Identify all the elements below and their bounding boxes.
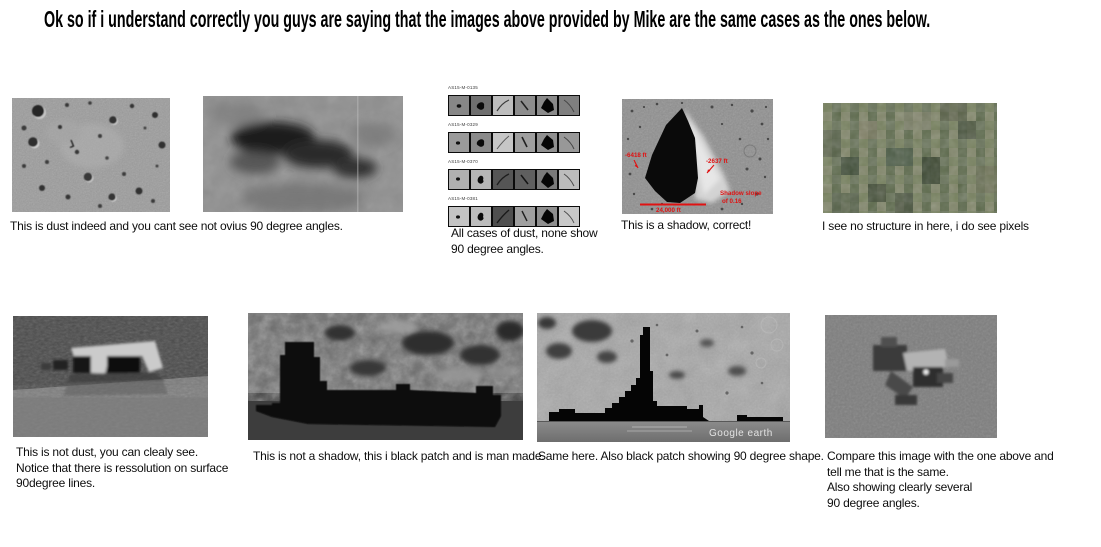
green-pixels-graphic: [823, 103, 997, 213]
caption-line: Also showing clearly several: [827, 480, 973, 494]
thumb-speck-icon: [449, 170, 469, 189]
compare-caption: [827, 449, 1054, 511]
slope-label-line1: Shadow slope: [720, 190, 762, 197]
structure-graphic: [13, 316, 208, 437]
thumb-speck-icon: [449, 133, 469, 152]
thumbnail-strip: [448, 132, 580, 153]
caption-line: All cases of dust, none show: [451, 226, 598, 240]
compare-structure-graphic: [825, 315, 997, 438]
thumb-line-icon: [515, 133, 535, 152]
compare-structure-image: [825, 315, 997, 438]
scale-bar: [640, 204, 706, 206]
page-title: Ok so if i understand correctly you guys are saying that the images above provided by Mike are the same cases as the ones below.: [44, 6, 931, 32]
thumb-line-icon: [515, 170, 535, 189]
apollo-thumbnail-grid: [448, 85, 580, 233]
black-patch-graphic: [248, 313, 523, 440]
caption-line: Compare this image with the one above and: [827, 449, 1054, 463]
same-here-caption: Same here. Also black patch showing 90 degree shape.: [538, 449, 824, 463]
thumb-speck-icon: [449, 207, 469, 226]
shadow-graphic: [622, 99, 773, 214]
thumb-line-icon: [515, 207, 535, 226]
shadow-image: [622, 99, 773, 214]
thumb-curve-icon: [493, 207, 513, 226]
grid-row-label: AS15-M-0135: [448, 85, 478, 90]
thumb-curve2-icon: [559, 133, 579, 152]
caption-line: 90degree lines.: [16, 476, 96, 490]
structure-image: [13, 316, 208, 437]
grid-row-label: AS15-M-0381: [448, 196, 478, 201]
thumbnail-strip: [448, 95, 580, 116]
thumb-triangle-icon: [537, 170, 557, 189]
tower-silhouette-image: [537, 313, 790, 442]
crater-field-graphic: [12, 98, 170, 212]
caption-line: 90 degree angles.: [827, 495, 920, 510]
blurry-blob-graphic: [203, 96, 403, 212]
green-pixels-image: [823, 103, 997, 213]
caption-line: Notice that there is ressolution on surface: [16, 460, 229, 475]
pixels-caption: I see no structure in here, i do see pixels: [822, 219, 1029, 233]
thumb-blob-icon: [471, 170, 491, 189]
thumb-triangle-icon: [537, 96, 557, 115]
not-shadow-caption: This is not a shadow, this i black patch and is man made.: [253, 449, 545, 463]
black-patch-image: [248, 313, 523, 440]
thumb-curve-icon: [493, 170, 513, 189]
tower-silhouette-graphic: [537, 313, 790, 442]
thumb-triangle-icon: [537, 133, 557, 152]
thumb-curve-icon: [493, 96, 513, 115]
thumb-line-icon: [515, 96, 535, 115]
crater-field-image: [12, 98, 170, 212]
scale-label: 24,000 ft: [656, 207, 681, 214]
caption-line: This is not dust, you can clealy see.: [16, 445, 199, 459]
thumb-curve2-icon: [559, 170, 579, 189]
slope-label-line2: of 0.16: [722, 198, 742, 205]
caption-line: 90 degree angles.: [451, 241, 544, 256]
thumb-curve2-icon: [559, 96, 579, 115]
thumbnail-strip: [448, 169, 580, 190]
thumb-triangle-icon: [537, 207, 557, 226]
grid-row-label: AS15-M-0329: [448, 122, 478, 127]
thumb-curve-icon: [493, 133, 513, 152]
thumb-blob-icon: [471, 207, 491, 226]
grid-row-label: AS15-M-0370: [448, 159, 478, 164]
thumbnail-strip: [448, 206, 580, 227]
shadow-caption: This is a shadow, correct!: [621, 218, 752, 232]
thumb-curve2-icon: [559, 207, 579, 226]
google-earth-watermark: Google earth: [709, 428, 773, 439]
grid-caption: [451, 226, 598, 257]
caption-line: tell me that is the same.: [827, 464, 949, 479]
blurry-blob-image: [203, 96, 403, 212]
elevation-label-right: -2637 ft: [706, 158, 728, 165]
thumb-blob-icon: [471, 133, 491, 152]
thumb-blob-icon: [471, 96, 491, 115]
elevation-label-left: -6418 ft: [625, 152, 647, 159]
thumb-speck-icon: [449, 96, 469, 115]
dust-caption: This is dust indeed and you cant see not ovius 90 degree angles.: [10, 219, 343, 233]
not-dust-caption: [16, 445, 228, 492]
